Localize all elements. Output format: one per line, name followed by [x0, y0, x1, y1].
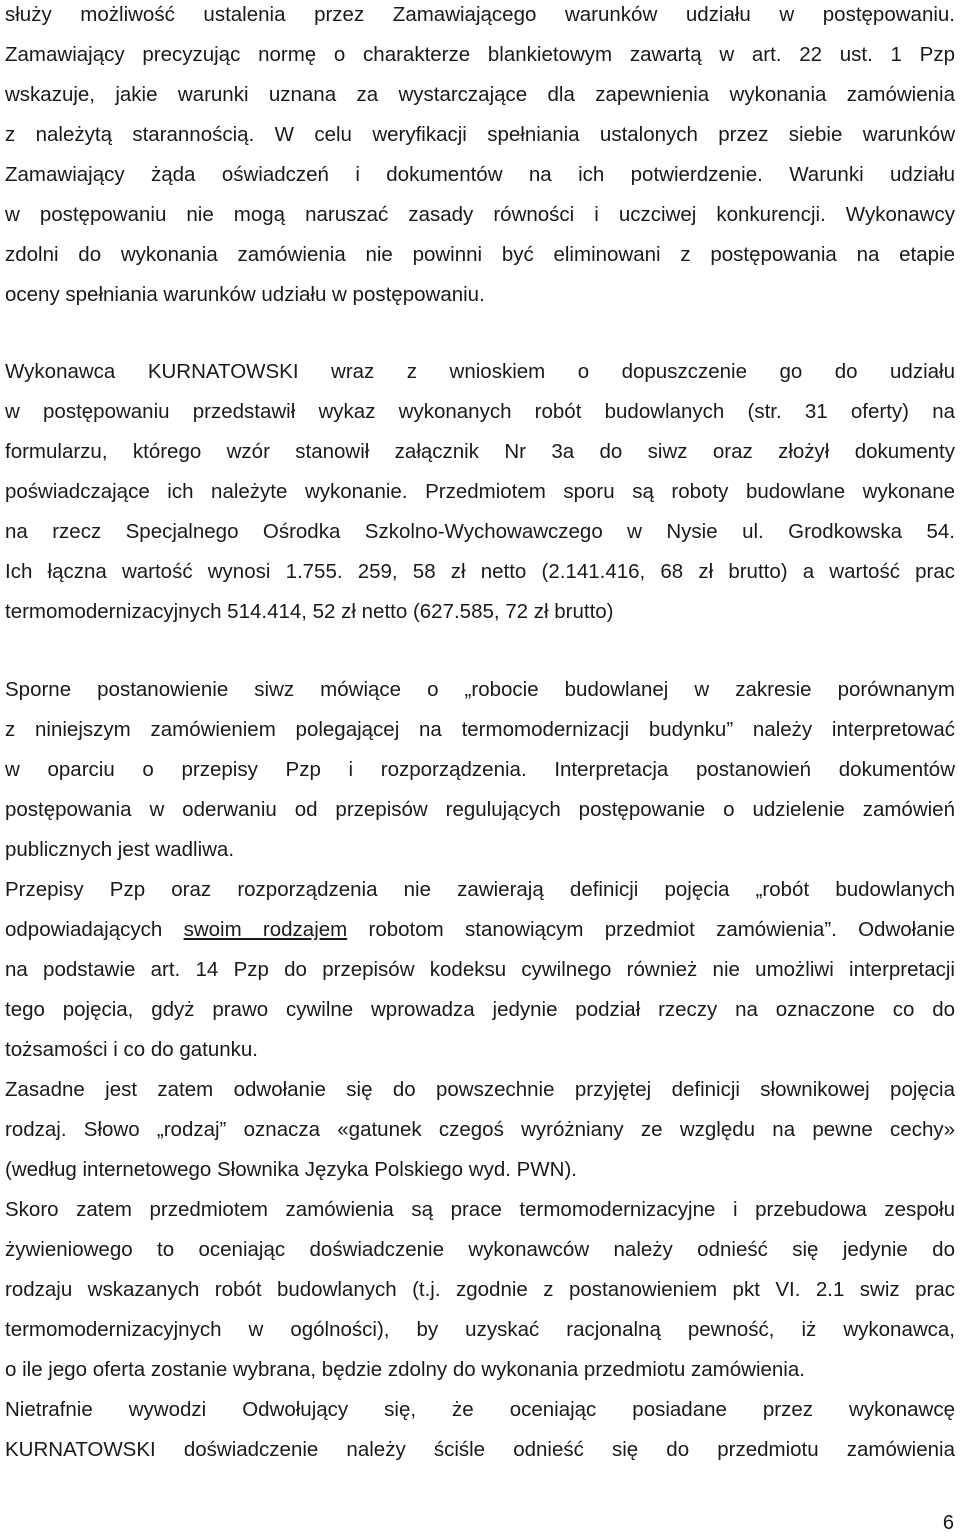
text-line: publicznych jest wadliwa.: [5, 838, 235, 861]
paragraph-conditions: [5, 0, 955, 315]
text-line: Ich łączna wartość wynosi 1.755. 259, 58 zł netto (2.141.416, 68 zł brutto) a wartość prac: [5, 560, 955, 583]
text-line: Nietrafnie wywodzi Odwołujący się, że oceniając posiadane przez wykonawcę: [5, 1398, 955, 1421]
text-line: zdolni do wykonania zamówienia nie powinni być eliminowani z postępowania na etapie: [5, 243, 955, 266]
text-line: Skoro zatem przedmiotem zamówienia są prace termomodernizacyjne i przebudowa zespołu: [5, 1198, 955, 1221]
text-line: żywieniowego to oceniając doświadczenie wykonawców należy odnieść się jedynie do: [5, 1238, 955, 1261]
text-line-with-underline: [5, 910, 955, 950]
paragraph-subject-of-order: [5, 1190, 955, 1390]
paragraph-appellant-argument: [5, 1390, 955, 1470]
text-segment: odpowiadających: [5, 918, 184, 941]
text-line: postępowania w oderwaniu od przepisów regulujących postępowanie o udzielenie zamówień: [5, 798, 955, 821]
text-line: wskazuje, jakie warunki uznana za wystarczające dla zapewnienia wykonania zamówienia: [5, 83, 955, 106]
text-line: w oparciu o przepisy Pzp i rozporządzenia. Interpretacja postanowień dokumentów: [5, 758, 955, 781]
underlined-phrase: swoim rodzajem: [183, 918, 348, 941]
text-line: tożsamości i co do gatunku.: [5, 1038, 258, 1061]
text-line: Zasadne jest zatem odwołanie się do powszechnie przyjętej definicji słownikowej pojęcia: [5, 1078, 955, 1101]
text-line: Przepisy Pzp oraz rozporządzenia nie zawierają definicji pojęcia „robót budowlanych: [5, 878, 955, 901]
text-line: Sporne postanowienie siwz mówiące o „robocie budowlanej w zakresie porównanym: [5, 678, 955, 701]
paragraph-dictionary-definition: [5, 1070, 955, 1190]
text-line: termomodernizacyjnych 514.414, 52 zł netto (627.585, 72 zł brutto): [5, 600, 614, 623]
text-line: z niniejszym zamówieniem polegającej na termomodernizacji budynku” należy interpretować: [5, 718, 955, 741]
text-line: termomodernizacyjnych w ogólności), by uzyskać racjonalną pewność, iż wykonawca,: [5, 1318, 955, 1341]
text-line: w postępowaniu nie mogą naruszać zasady równości i uczciwej konkurencji. Wykonawcy: [5, 203, 955, 226]
text-line: poświadczające ich należyte wykonanie. Przedmiotem sporu są roboty budowlane wykonane: [5, 480, 955, 503]
text-line: Wykonawca KURNATOWSKI wraz z wnioskiem o dopuszczenie go do udziału: [5, 360, 955, 383]
text-segment: robotom stanowiącym przedmiot zamówienia”. Odwołanie: [347, 918, 955, 941]
text-line: oceny spełniania warunków udziału w postępowaniu.: [5, 283, 485, 306]
page-number: 6: [942, 1512, 954, 1534]
text-line: służy możliwość ustalenia przez Zamawiającego warunków udziału w postępowaniu.: [5, 3, 955, 26]
paragraph-kurnatowski-offer: [5, 352, 955, 632]
text-line: rodzaj. Słowo „rodzaj” oznacza «gatunek czegoś wyróżniany ze względu na pewne cechy»: [5, 1118, 955, 1141]
text-line: z należytą starannością. W celu weryfikacji spełniania ustalonych przez siebie warunków: [5, 123, 955, 146]
paragraph-definitions: [5, 870, 955, 1070]
paragraph-disputed-provision: [5, 670, 955, 870]
text-line: o ile jego oferta zostanie wybrana, będzie zdolny do wykonania przedmiotu zamówienia.: [5, 1358, 805, 1381]
text-line: Zamawiający precyzując normę o charakterze blankietowym zawartą w art. 22 ust. 1 Pzp: [5, 43, 955, 66]
text-line: na rzecz Specjalnego Ośrodka Szkolno-Wychowawczego w Nysie ul. Grodkowska 54.: [5, 520, 955, 543]
text-line: formularzu, którego wzór stanowił załącznik Nr 3a do siwz oraz złożył dokumenty: [5, 440, 955, 463]
text-line: na podstawie art. 14 Pzp do przepisów kodeksu cywilnego również nie umożliwi interpretacji: [5, 958, 955, 981]
text-line: (według internetowego Słownika Języka Polskiego wyd. PWN).: [5, 1158, 577, 1181]
text-line: rodzaju wskazanych robót budowlanych (t.j. zgodnie z postanowieniem pkt VI. 2.1 swiz prac: [5, 1278, 955, 1301]
text-line: w postępowaniu przedstawił wykaz wykonanych robót budowlanych (str. 31 oferty) na: [5, 400, 955, 423]
text-line: Zamawiający żąda oświadczeń i dokumentów na ich potwierdzenie. Warunki udziału: [5, 163, 955, 186]
text-line: KURNATOWSKI doświadczenie należy ściśle odnieść się do przedmiotu zamówienia: [5, 1438, 955, 1461]
text-line: tego pojęcia, gdyż prawo cywilne wprowadza jedynie podział rzeczy na oznaczone co do: [5, 998, 955, 1021]
